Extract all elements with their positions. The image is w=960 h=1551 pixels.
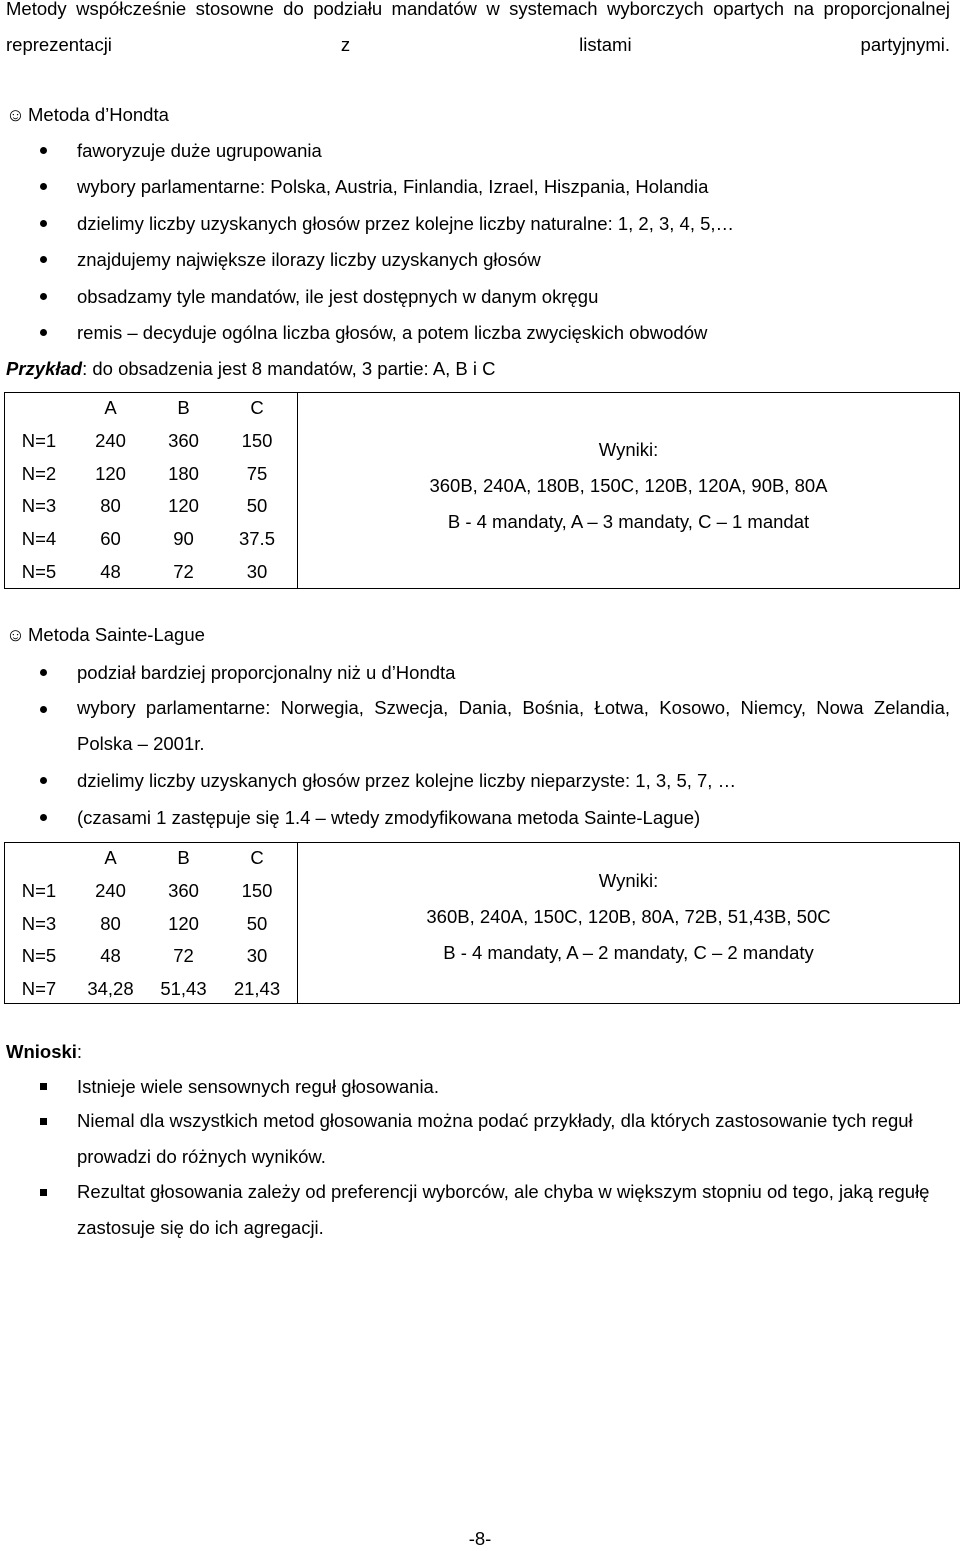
list-item: dzielimy liczby uzyskanych głosów przez kolejne liczby naturalne: 1, 2, 3, 4, 5,… [77, 213, 735, 234]
table-cell: 30 [246, 945, 268, 967]
square-bullet-icon [40, 1118, 47, 1125]
table-cell: 360 [168, 430, 199, 452]
table-cell: 72 [173, 945, 194, 967]
table-cell: 48 [100, 945, 121, 967]
table-cell: 150 [241, 430, 273, 452]
table-cell: B [177, 397, 190, 419]
results-sequence: 360B, 240A, 150C, 120B, 80A, 72B, 51,43B, 50C [426, 906, 831, 927]
list-item: znajdujemy największe ilorazy liczby uzyskanych głosów [77, 249, 541, 270]
table-cell: 120 [168, 912, 199, 934]
list-item: Rezultat głosowania zależy od preferencji wyborców, ale chyba w większym stopniu od tego, jaką regułę zastosuje się do ich agregacji. [77, 1181, 930, 1238]
list-item: dzielimy liczby uzyskanych głosów przez kolejne liczby nieparzyste: 1, 3, 5, 7, … [77, 770, 737, 791]
page-number: -8- [468, 1528, 492, 1549]
table-row [4, 490, 294, 523]
square-bullet-icon [40, 1083, 47, 1090]
table-cell [4, 392, 74, 425]
table-cell: 150 [241, 880, 273, 902]
table-cell: 72 [173, 560, 194, 582]
table-cell: C [250, 847, 264, 869]
dhondt-table [4, 392, 294, 588]
table-row [4, 973, 294, 1006]
table-row [4, 940, 294, 973]
table-cell: 60 [100, 528, 121, 550]
table-cell: C [250, 397, 264, 419]
list-item: obsadzamy tyle mandatów, ile jest dostępnych w danym okręgu [77, 286, 599, 307]
table-cell: 34,28 [87, 978, 134, 1000]
table-cell: 80 [100, 912, 121, 934]
intro-paragraph: Metody współcześnie stosowne do podziału mandatów w systemach wyborczych opartych na proporcjonalnej reprezentacji z listami partyjnymi. [6, 0, 950, 55]
results-summary: B - 4 mandaty, A – 2 mandaty, C – 2 mandaty [443, 942, 814, 963]
bullet-icon [40, 777, 47, 784]
smiley-icon: ☺ [6, 624, 25, 645]
table-row [4, 555, 294, 588]
dhondt-heading [6, 104, 169, 126]
example-text: : do obsadzenia jest 8 mandatów, 3 partie: A, B i C [82, 358, 496, 379]
conclusions-label: Wnioski [6, 1041, 77, 1062]
list-item: faworyzuje duże ugrupowania [77, 140, 322, 161]
table-cell: 51,43 [160, 978, 207, 1000]
table-row [4, 457, 294, 490]
bullet-icon [40, 256, 47, 263]
table-row [4, 907, 294, 940]
table-cell: 120 [95, 462, 126, 484]
example-line [6, 358, 496, 380]
smiley-icon: ☺ [6, 104, 25, 125]
table-cell: 180 [168, 462, 199, 484]
table-cell: N=2 [21, 462, 57, 484]
list-item: podział bardziej proporcjonalny niż u d’Hondta [77, 662, 456, 683]
bullet-icon [40, 706, 47, 713]
bullet-icon [40, 814, 47, 821]
results-label: Wyniki: [598, 870, 659, 891]
sainte-lague-results [299, 863, 958, 971]
example-label: Przykład [6, 358, 83, 379]
bullet-icon [40, 147, 47, 154]
bullet-icon [40, 183, 47, 190]
table-cell: N=7 [21, 978, 57, 1000]
bullet-icon [40, 220, 47, 227]
bullet-icon [40, 329, 47, 336]
table-cell: N=1 [21, 430, 57, 452]
sainte-lague-title: Metoda Sainte-Lague [28, 624, 205, 645]
list-item: Niemal dla wszystkich metod głosowania można podać przykłady, dla których zastosowanie tych reguł prowadzi do różnych wyników. [77, 1110, 913, 1167]
table-cell: N=5 [21, 560, 57, 582]
table-cell: 75 [246, 462, 268, 484]
table-cell: 120 [168, 495, 199, 517]
table-cell: 80 [100, 495, 121, 517]
table-cell: N=1 [21, 880, 57, 902]
table-cell: A [104, 397, 117, 419]
bullet-icon [40, 293, 47, 300]
table-cell: 50 [246, 912, 268, 934]
table-cell: 360 [168, 880, 199, 902]
table-header-row [4, 842, 294, 875]
divider [297, 842, 298, 1004]
list-item: wybory parlamentarne: Polska, Austria, Finlandia, Izrael, Hiszpania, Holandia [77, 176, 709, 197]
sainte-lague-table [4, 842, 294, 1005]
table-cell: A [104, 847, 117, 869]
table-header-row [4, 392, 294, 425]
table-cell [4, 842, 74, 875]
dhondt-title: Metoda d’Hondta [28, 104, 169, 125]
table-cell: 37.5 [238, 528, 275, 550]
table-cell: N=5 [21, 945, 57, 967]
table-row [4, 523, 294, 556]
list-item: (czasami 1 zastępuje się 1.4 – wtedy zmodyfikowana metoda Sainte-Lague) [77, 807, 701, 828]
table-cell: N=3 [21, 495, 57, 517]
list-item: remis – decyduje ogólna liczba głosów, a potem liczba zwycięskich obwodów [77, 322, 708, 343]
table-cell: 240 [95, 880, 126, 902]
table-row [4, 875, 294, 908]
results-label: Wyniki: [598, 439, 659, 460]
dhondt-results [299, 432, 958, 540]
list-item: wybory parlamentarne: Norwegia, Szwecja, Dania, Bośnia, Łotwa, Kosowo, Niemcy, Nowa Zelandia, Polska – 2001r. [77, 697, 950, 754]
table-cell: 48 [100, 560, 121, 582]
table-row [4, 425, 294, 458]
square-bullet-icon [40, 1189, 47, 1196]
table-cell: N=4 [21, 528, 57, 550]
bullet-icon [40, 669, 47, 676]
table-cell: 21,43 [233, 978, 281, 1000]
table-cell: 50 [246, 495, 268, 517]
table-cell: N=3 [21, 912, 57, 934]
table-cell: 30 [246, 560, 268, 582]
results-summary: B - 4 mandaty, A – 3 mandaty, C – 1 mandat [447, 511, 810, 532]
table-cell: 90 [173, 528, 194, 550]
table-cell: B [177, 847, 190, 869]
conclusions-heading: Wnioski: [6, 1041, 83, 1062]
divider [297, 392, 298, 589]
table-cell: 240 [95, 430, 126, 452]
results-sequence: 360B, 240A, 180B, 150C, 120B, 120A, 90B, 80A [429, 475, 828, 496]
sainte-lague-heading [6, 624, 205, 646]
list-item: Istnieje wiele sensownych reguł głosowania. [77, 1076, 439, 1097]
